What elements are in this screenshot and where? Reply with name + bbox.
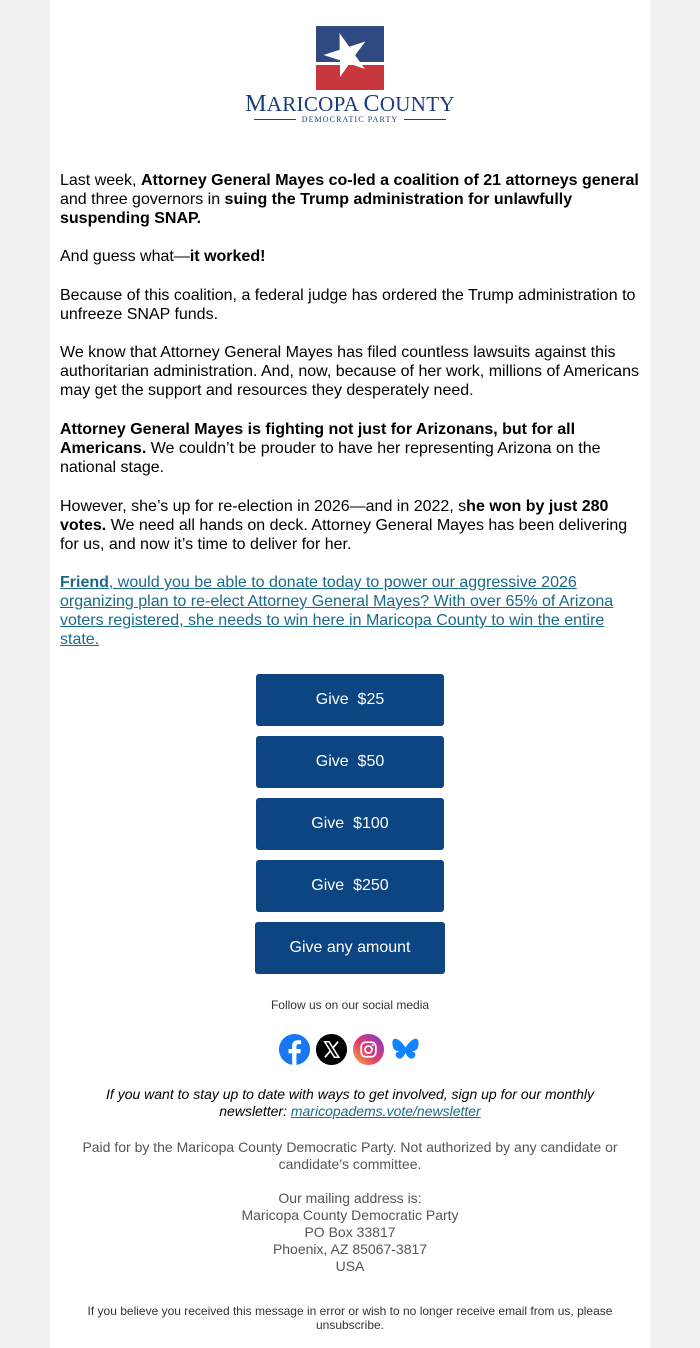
donate-link-paragraph[interactable]: Friend, would you be able to donate today to power our aggressive 2026 organizing plan to re-elect Attorney General Mayes? With over 65% of Arizona voters registered, she needs to win here in Maricopa County to win the entire state. <box>60 574 614 648</box>
paragraph-judge-order: Because of this coalition, a federal judge has ordered the Trump administration to unfreeze SNAP funds. <box>60 287 636 323</box>
unsubscribe-text[interactable]: If you believe you received this message in error or wish to no longer receive email from us, please unsubscribe. <box>87 1304 613 1332</box>
paid-for-disclaimer: Paid for by the Maricopa County Democratic Party. Not authorized by any candidate or candidate's committee. <box>82 1139 618 1172</box>
logo-subtitle: DEMOCRATIC PARTY <box>50 115 650 124</box>
give-25-button[interactable]: Give $25 <box>256 674 444 726</box>
paragraph-coalition: Last week, Attorney General Mayes co-led a coalition of 21 attorneys general and three governors in suing the Trump administration for unlawfully suspending SNAP. <box>60 172 639 227</box>
social-icons <box>50 1033 650 1066</box>
x-icon[interactable] <box>315 1033 348 1066</box>
paragraph-reelection: However, she’s up for re-election in 2026—and in 2022, she won by just 280 votes. We need all hands on deck. Attorney General Mayes has been delivering for us, and now it’s time to deliver for her. <box>60 498 628 553</box>
paragraph-fighting: Attorney General Mayes is fighting not just for Arizonans, but for all Americans. We couldn’t be prouder to have her representing Arizona on the national stage. <box>60 421 601 476</box>
logo-org-name: MARICOPA COUNTY <box>245 91 455 117</box>
paragraph-it-worked: And guess what—it worked! <box>60 248 266 265</box>
give-100-button[interactable]: Give $100 <box>256 798 444 850</box>
instagram-icon[interactable] <box>352 1033 385 1066</box>
bluesky-icon[interactable] <box>389 1033 422 1066</box>
give-250-button[interactable]: Give $250 <box>256 860 444 912</box>
newsletter-link[interactable]: maricopadems.vote/newsletter <box>290 1103 481 1119</box>
email-container <box>50 0 650 1348</box>
star-flag-icon <box>316 26 384 90</box>
follow-us-label: Follow us on our social media <box>270 998 430 1012</box>
party-logo[interactable] <box>50 26 650 124</box>
paragraph-lawsuits: We know that Attorney General Mayes has filed countless lawsuits against this authoritarian administration. And, now, because of her work, millions of Americans may get the support and resources they desperately need. <box>60 344 639 399</box>
give-any-amount-button[interactable]: Give any amount <box>255 922 445 974</box>
newsletter-signup-text: If you want to stay up to date with ways to get involved, sign up for our monthly newsletter: maricopadems.vote/newsletter <box>106 1086 594 1119</box>
facebook-icon[interactable] <box>278 1033 311 1066</box>
mailing-address: Our mailing address is: Maricopa County Democratic Party PO Box 33817 Phoenix, AZ 85067-3817 USA <box>241 1190 459 1274</box>
give-50-button[interactable]: Give $50 <box>256 736 444 788</box>
